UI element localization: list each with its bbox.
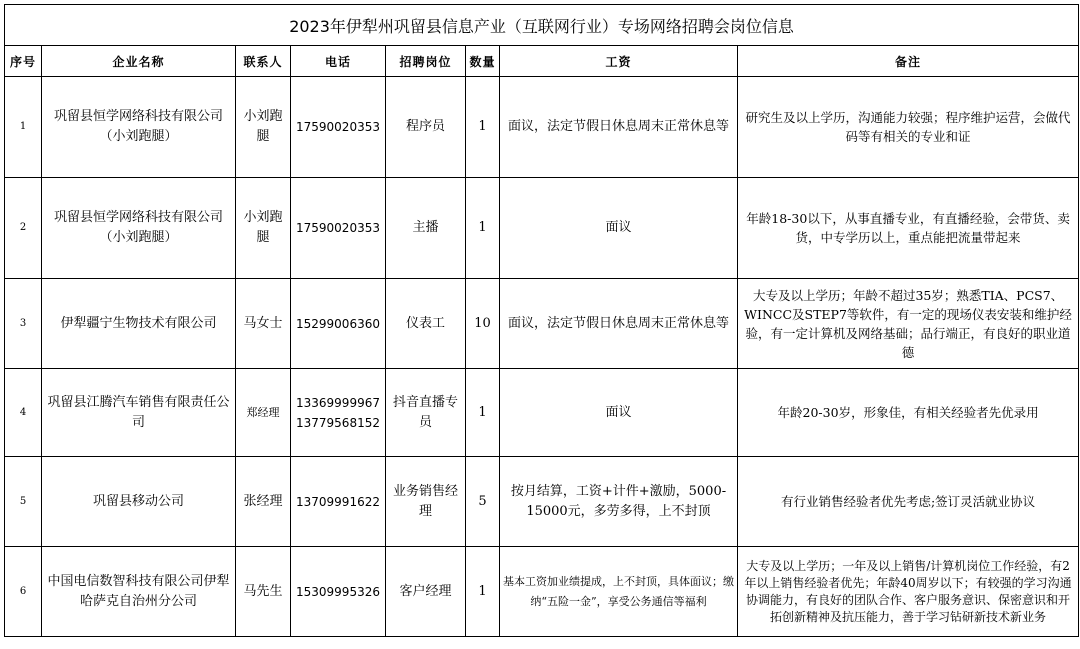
cell-company: 巩留县恒学网络科技有限公司（小刘跑腿） (42, 178, 236, 279)
cell-company: 巩留县移动公司 (42, 457, 236, 547)
cell-salary: 面议 (500, 178, 738, 279)
header-company: 企业名称 (42, 46, 236, 77)
cell-phone: 13709991622 (291, 457, 386, 547)
cell-contact: 马女士 (236, 279, 291, 369)
cell-phone: 15309995326 (291, 547, 386, 637)
cell-position: 抖音直播专员 (386, 369, 466, 457)
table-row (5, 457, 1079, 547)
cell-contact: 郑经理 (236, 369, 291, 457)
cell-position: 程序员 (386, 77, 466, 178)
cell-remark: 研究生及以上学历，沟通能力较强；程序维护运营，会做代码等有相关的专业和证 (738, 77, 1079, 178)
cell-position: 客户经理 (386, 547, 466, 637)
cell-remark: 大专及以上学历；年龄不超过35岁；熟悉TIA、PCS7、WINCC及STEP7等软件，有一定的现场仪表安装和维护经验，有一定计算机及网络基础；品行端正，有良好的职业道德 (738, 279, 1079, 369)
cell-seq: 1 (5, 77, 42, 178)
cell-seq: 4 (5, 369, 42, 457)
table-title: 2023年伊犁州巩留县信息产业（互联网行业）专场网络招聘会岗位信息 (5, 5, 1079, 46)
cell-seq: 2 (5, 178, 42, 279)
cell-contact: 张经理 (236, 457, 291, 547)
cell-count: 1 (466, 178, 500, 279)
cell-seq: 5 (5, 457, 42, 547)
cell-remark: 年龄20-30岁，形象佳，有相关经验者先优录用 (738, 369, 1079, 457)
cell-position: 主播 (386, 178, 466, 279)
header-salary: 工资 (500, 46, 738, 77)
cell-salary: 面议，法定节假日休息周末正常休息等 (500, 279, 738, 369)
header-count: 数量 (466, 46, 500, 77)
phone-line-2: 13779568152 (296, 415, 380, 430)
header-row (5, 46, 1079, 77)
cell-salary: 按月结算，工资+计件+激励，5000-15000元，多劳多得，上不封顶 (500, 457, 738, 547)
header-contact: 联系人 (236, 46, 291, 77)
table-row (5, 178, 1079, 279)
phone-line-1: 13369999967 (296, 395, 380, 410)
cell-phone: 17590020353 (291, 77, 386, 178)
cell-salary: 基本工资加业绩提成，上不封顶，具体面议；缴纳“五险一金”，享受公务通信等福利 (500, 547, 738, 637)
cell-remark: 年龄18-30以下，从事直播专业，有直播经验，会带货、卖货，中专学历以上，重点能把流量带起来 (738, 178, 1079, 279)
header-position: 招聘岗位 (386, 46, 466, 77)
job-table (4, 4, 1079, 637)
cell-phone (291, 369, 386, 457)
header-seq: 序号 (5, 46, 42, 77)
cell-contact: 小刘跑腿 (236, 77, 291, 178)
cell-count: 1 (466, 369, 500, 457)
cell-seq: 3 (5, 279, 42, 369)
cell-company: 伊犁疆宁生物技术有限公司 (42, 279, 236, 369)
cell-remark: 大专及以上学历；一年及以上销售/计算机岗位工作经验，有2年以上销售经验者优先；年龄40周岁以下；有较强的学习沟通协调能力，有良好的团队合作、客户服务意识、保密意识和开拓创新精神及抗压能力，善于学习钻研新技术新业务 (738, 547, 1079, 637)
table-row (5, 279, 1079, 369)
cell-contact: 小刘跑腿 (236, 178, 291, 279)
recruitment-sheet (4, 4, 1078, 637)
cell-contact: 马先生 (236, 547, 291, 637)
cell-remark: 有行业销售经验者优先考虑;签订灵活就业协议 (738, 457, 1079, 547)
cell-phone: 15299006360 (291, 279, 386, 369)
cell-position: 仪表工 (386, 279, 466, 369)
table-row (5, 547, 1079, 637)
table-row (5, 369, 1079, 457)
cell-count: 1 (466, 547, 500, 637)
cell-company: 巩留县恒学网络科技有限公司（小刘跑腿） (42, 77, 236, 178)
table-row (5, 77, 1079, 178)
cell-count: 10 (466, 279, 500, 369)
cell-phone: 17590020353 (291, 178, 386, 279)
cell-company: 中国电信数智科技有限公司伊犁哈萨克自治州分公司 (42, 547, 236, 637)
cell-position: 业务销售经理 (386, 457, 466, 547)
cell-salary: 面议 (500, 369, 738, 457)
header-phone: 电话 (291, 46, 386, 77)
cell-count: 1 (466, 77, 500, 178)
cell-salary: 面议，法定节假日休息周末正常休息等 (500, 77, 738, 178)
cell-count: 5 (466, 457, 500, 547)
cell-seq: 6 (5, 547, 42, 637)
header-remark: 备注 (738, 46, 1079, 77)
cell-company: 巩留县江腾汽车销售有限责任公司 (42, 369, 236, 457)
